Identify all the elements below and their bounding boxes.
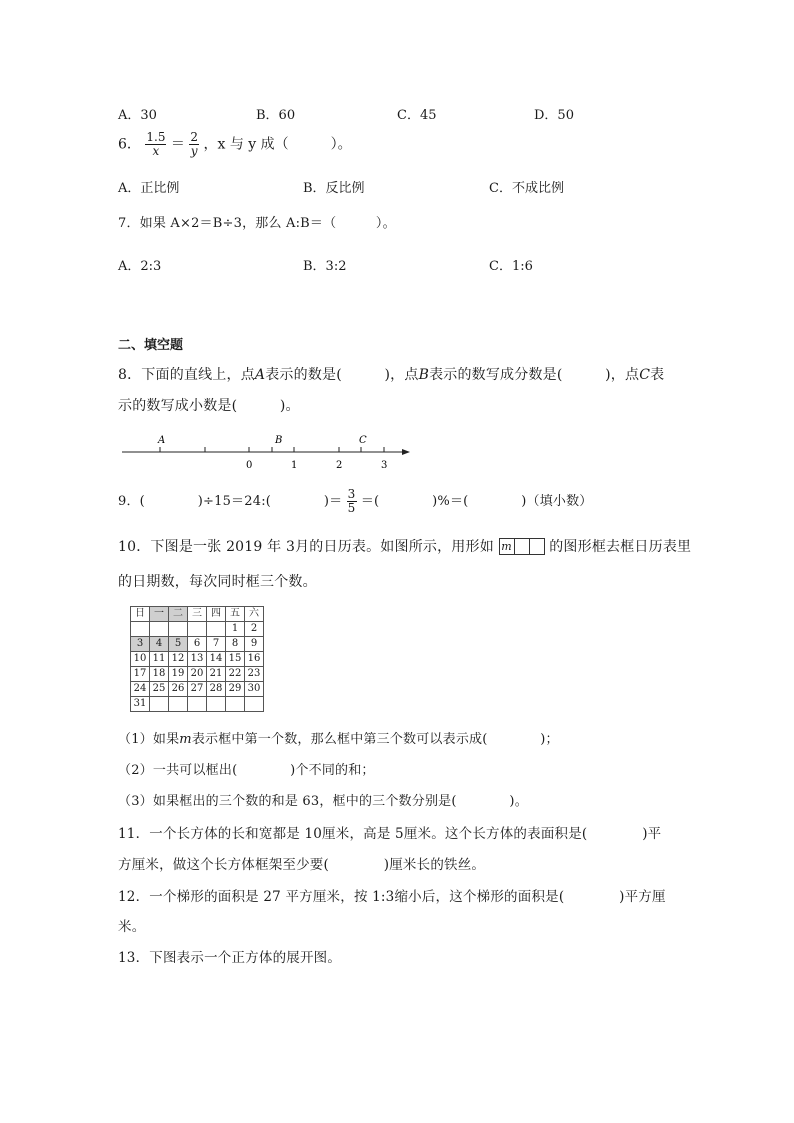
q9-stem (118, 488, 593, 515)
q6-text: ，x 与 y 成（ ）。 (203, 136, 352, 153)
calendar-cell (207, 622, 226, 637)
q7-option-c: C．1:6 (489, 259, 533, 274)
calendar-cell: 27 (188, 682, 207, 697)
q5-option-a: A．30 (118, 108, 157, 123)
calendar-cell: 6 (188, 637, 207, 652)
q5-option-c: C．45 (397, 108, 437, 123)
q9-pre: 9．( )÷15＝24:( )＝ (118, 494, 343, 509)
calendar-cell: 24 (131, 682, 150, 697)
number-line-label-a: A (158, 435, 166, 446)
q6-option-c: C．不成比例 (489, 181, 564, 196)
calendar-cell-framed: 5 (169, 637, 188, 652)
calendar-cell: 7 (207, 637, 226, 652)
calendar-cell: 13 (188, 652, 207, 667)
number-line-label-c: C (359, 435, 367, 446)
q10-post: 的图形框去框日历表里 (549, 539, 692, 555)
calendar-header-cell: 三 (188, 607, 207, 622)
section-heading: 二、填空题 (118, 338, 184, 353)
q10-sub2: （2）一共可以框出( )个不同的和； (118, 763, 375, 778)
q8-mid1: 表示的数是( )，点 (265, 367, 419, 383)
calendar-cell: 1 (226, 622, 245, 637)
calendar-cell: 31 (131, 697, 150, 712)
calendar-cell: 28 (207, 682, 226, 697)
calendar-cell: 16 (245, 652, 264, 667)
calendar-row (131, 637, 264, 652)
q8-tail: 表 (650, 367, 665, 383)
calendar-header-cell: 二 (169, 607, 188, 622)
q6-frac2-den: y (190, 144, 198, 158)
q10-pre: 10．下图是一张 2019 年 3月的日历表。如图所示，用形如 (118, 539, 494, 555)
m-shape-cell (515, 539, 530, 554)
q8-point-b: B (418, 367, 430, 383)
calendar-cell: 21 (207, 667, 226, 682)
calendar-header-cell: 四 (207, 607, 226, 622)
calendar-cell: 22 (226, 667, 245, 682)
q13-line1: 13．下图表示一个正方体的展开图。 (118, 950, 342, 966)
calendar-header-cell: 日 (131, 607, 150, 622)
calendar-cell: 25 (150, 682, 169, 697)
q8-line2: 示的数写成小数是( )。 (118, 398, 300, 414)
q6-option-a: A．正比例 (118, 181, 180, 196)
calendar-cell: 17 (131, 667, 150, 682)
calendar-cell-framed: 3 (131, 637, 150, 652)
calendar-row (131, 652, 264, 667)
q6-frac2-num: 2 (190, 130, 199, 144)
calendar-cell: 20 (188, 667, 207, 682)
number-line-tick-1: 1 (291, 460, 298, 471)
calendar-cell: 29 (226, 682, 245, 697)
q6-equals: ＝ (170, 136, 185, 153)
q7-option-b: B．3:2 (303, 259, 347, 274)
number-line-tick-0: 0 (246, 460, 253, 471)
q6-frac1-den: x (152, 144, 160, 158)
q10-line2: 的日期数，每次同时框三个数。 (118, 574, 317, 590)
q9-frac-den: 5 (347, 501, 356, 515)
calendar-cell: 11 (150, 652, 169, 667)
calendar-cell (131, 622, 150, 637)
calendar-row (131, 667, 264, 682)
q6-fraction-2 (189, 131, 199, 158)
calendar-cell: 19 (169, 667, 188, 682)
m-shape-frame (499, 538, 545, 555)
calendar-cell (169, 697, 188, 712)
q12-line1: 12．一个梯形的面积是 27 平方厘米，按 1:3缩小后，这个梯形的面积是( )平方厘 (118, 889, 666, 905)
calendar-row (131, 682, 264, 697)
q9-fraction (347, 488, 357, 515)
calendar-header-cell: 六 (245, 607, 264, 622)
number-line (118, 428, 418, 474)
q11-line1: 11．一个长方体的长和宽都是 10厘米，高是 5厘米。这个长方体的表面积是( )平 (118, 826, 662, 842)
q8-point-c: C (639, 367, 651, 383)
m-shape-cell-label: m (500, 539, 515, 554)
q6-stem (118, 131, 352, 158)
calendar-cell (150, 697, 169, 712)
q6-frac1-num: 1.5 (146, 130, 166, 144)
q10-sub1-m: m (179, 732, 192, 747)
q7-stem: 7．如果 A×2＝B÷3，那么 A:B＝（ ）。 (118, 216, 396, 231)
calendar-cell: 23 (245, 667, 264, 682)
q6-fraction-1 (145, 131, 166, 158)
q5-option-d: D．50 (534, 108, 574, 123)
calendar-cell: 14 (207, 652, 226, 667)
calendar-cell (188, 697, 207, 712)
q10-sub3: （3）如果框出的三个数的和是 63，框中的三个数分别是( )。 (118, 794, 528, 809)
m-shape-cell (530, 539, 544, 554)
calendar-cell: 9 (245, 637, 264, 652)
calendar-cell: 8 (226, 637, 245, 652)
number-line-tick-3: 3 (381, 460, 388, 471)
number-line-label-b: B (275, 435, 283, 446)
calendar-header-cell: 一 (150, 607, 169, 622)
calendar-header-row (131, 607, 264, 622)
q7-option-a: A．2:3 (118, 259, 162, 274)
calendar-cell (207, 697, 226, 712)
number-line-tick-2: 2 (336, 460, 343, 471)
calendar-cell: 18 (150, 667, 169, 682)
q11-line2: 方厘米，做这个长方体框架至少要( )厘米长的铁丝。 (118, 857, 486, 873)
calendar-cell: 10 (131, 652, 150, 667)
calendar-cell: 30 (245, 682, 264, 697)
number-line-ticks (160, 447, 384, 452)
calendar-table (130, 606, 264, 712)
q10-sub1-pre: （1）如果 (118, 732, 180, 747)
calendar-cell: 12 (169, 652, 188, 667)
q9-frac-num: 3 (347, 487, 356, 501)
q6-number: 6． (118, 136, 141, 153)
calendar-cell: 2 (245, 622, 264, 637)
calendar-cell (245, 697, 264, 712)
calendar-row (131, 622, 264, 637)
q8-point-a: A (254, 367, 266, 383)
calendar-cell (226, 697, 245, 712)
q9-post: ＝( )%＝( )（填小数） (360, 494, 593, 509)
q5-option-b: B．60 (256, 108, 296, 123)
q6-option-b: B．反比例 (303, 181, 365, 196)
calendar-cell (188, 622, 207, 637)
q8-pre: 8．下面的直线上，点 (118, 367, 255, 383)
q12-line2: 米。 (118, 919, 146, 935)
calendar-cell: 15 (226, 652, 245, 667)
q10-sub1-post: 表示框中第一个数，那么框中第三个数可以表示成( )； (191, 732, 559, 747)
calendar-header-cell: 五 (226, 607, 245, 622)
q10-line1 (118, 536, 691, 556)
q10-sub1 (118, 728, 559, 747)
calendar-cell: 26 (169, 682, 188, 697)
calendar-cell-framed: 4 (150, 637, 169, 652)
calendar-cell (150, 622, 169, 637)
calendar-row (131, 697, 264, 712)
q8-mid2: 表示的数写成分数是( )，点 (429, 367, 640, 383)
calendar-cell (169, 622, 188, 637)
q8-line1 (118, 364, 664, 384)
number-line-arrow (402, 449, 410, 455)
